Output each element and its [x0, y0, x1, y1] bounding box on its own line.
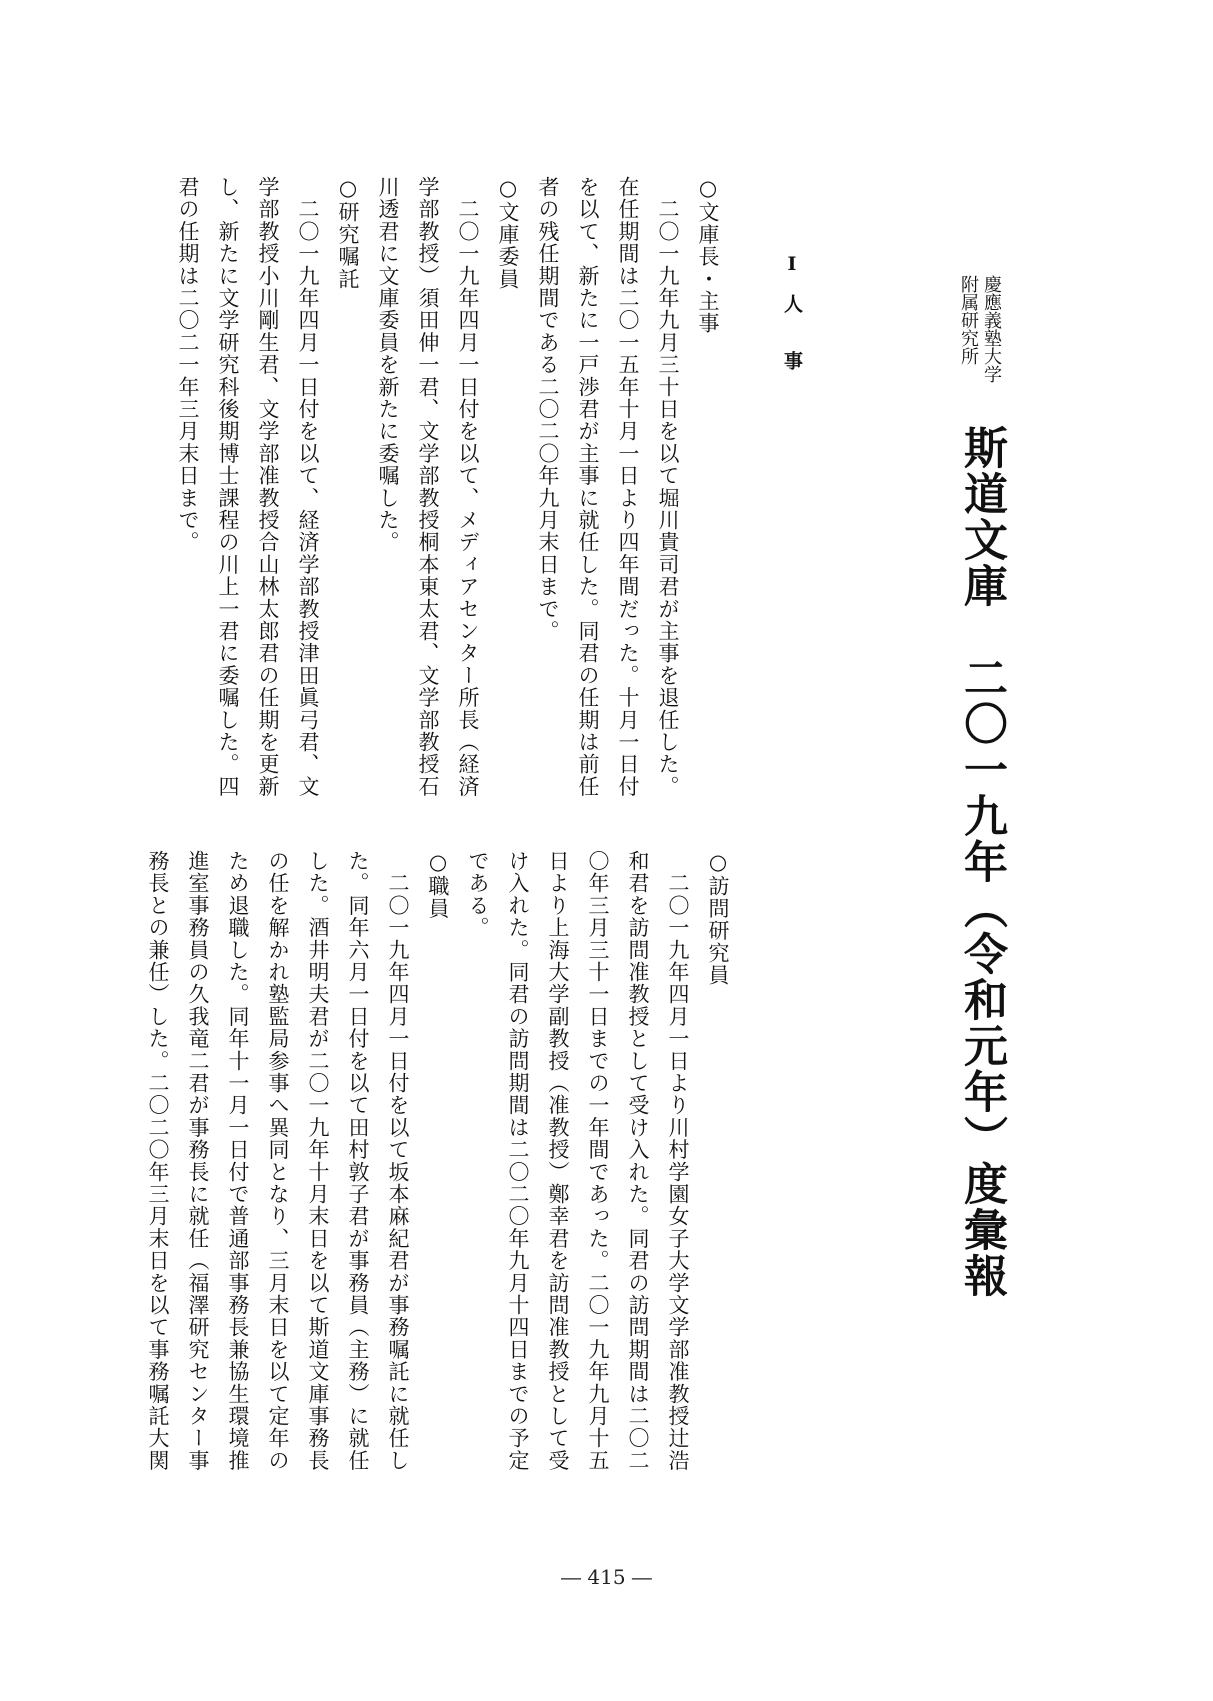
page-title: 斯道文庫 二〇一九年（令和元年）度彙報	[956, 425, 1007, 1299]
section-heading: Ⅰ 人 事	[781, 253, 803, 370]
lower-text-block: ○訪問研究員 二〇一九年四月一日より川村学園女子大学文学部准教授辻浩 和君を訪問准教授として受け入れた。同君の訪問期間は二〇二 〇年三月三十一日までの一年間であった。二〇一九年九月十五 日より上海大学副教授（准教授）鄭幸君を訪問准教授として受 け入れた。同君の訪問期間は二〇二〇年九月十四日までの予定 である。 ○職員 二〇一九年四月一日付を以て坂本麻紀君が事務嘱託に就任し た。同年六月一日付を以て田村敦子君が事務員（主務）に就任 した。酒井明夫君が二〇一九年十月末日を以て斯道文庫事務長 の任を解かれ塾監局参事へ異同となり、三月末日を以て定年の ため退職した。同年十一月一日付で普通部事務長兼協生環境推 進室事務員の久我竜二君が事務長に就任（福澤研究センター事 務長との兼任）した。二〇二〇年三月末日を以て事務嘱託大関	[146, 850, 730, 1472]
upper-text-block: ○文庫長・主事 二〇一九年九月三十日を以て堀川貴司君が主事を退任した。 在任期間は二〇一五年十月一日より四年間だった。十月一日付 を以て、新たに一戸渉君が主事に就任した。同君の任期は前任 者の残任期間である二〇二〇年九月末日まで。 ○文庫委員 二〇一九年四月一日付を以て、メディアセンター所長（経済 学部教授）須田伸一君、文学部教授桐本東太君、文学部教授石 川透君に文庫委員を新たに委嘱した。 ○研究嘱託 二〇一九年四月一日付を以て、経済学部教授津田眞弓君、文 学部教授小川剛生君、文学部准教授合山林太郎君の任期を更新 し、新たに文学研究科後期博士課程の川上一君に委嘱した。四 君の任期は二〇二一年三月末日まで。	[176, 176, 720, 798]
institution-label: 慶應義塾大学 附属研究所	[958, 275, 1002, 383]
page-number: ― 415 ―	[561, 1565, 652, 1589]
